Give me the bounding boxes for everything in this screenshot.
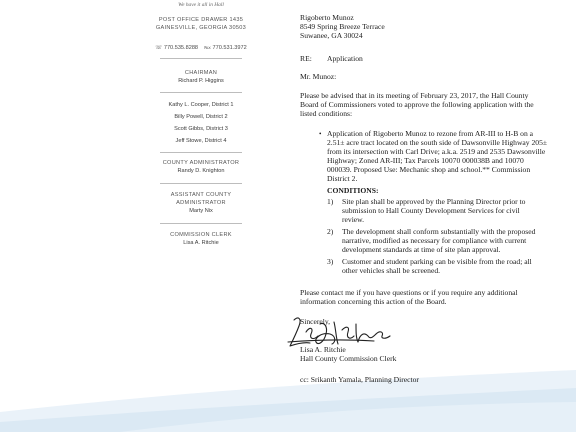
application-line: from its intersection with Carl Drive; a.k.a. 2519 and 2535 Dawsonville [327,147,546,156]
condition-line: Site plan shall be approved by the Planning Director prior to [342,197,526,206]
recipient-street: 8549 Spring Breeze Terrace [300,22,385,31]
intro-line: Please be advised that in its meeting of February 23, 2017, the Hall County [300,91,529,100]
district-1: Kathy L. Cooper, District 1 [168,102,234,108]
application-line: Application of Rigoberto Munoz to rezone from AR-III to H-B on a [327,129,534,138]
application-line: 000039. Proposed Use: Mechanic shop and school.** Commission [327,165,531,174]
signer-title: Hall County Commission Clerk [300,354,397,363]
district-4: Jeff Stowe, District 4 [175,138,227,144]
chairman-title: CHAIRMAN [184,70,218,76]
address-line-1: POST OFFICE DRAWER 1435 [158,17,244,23]
condition-number: 1) [327,197,334,206]
phone-number: 770.535.8288 [163,45,199,51]
conditions-heading: CONDITIONS: [327,186,379,195]
condition-line: Customer and student parking can be visible from the road; all [342,257,532,266]
contact-line [138,45,264,52]
recipient-name: Rigoberto Munoz [300,13,354,22]
decorative-wave [0,342,576,432]
admin-name: Randy D. Knighton [177,168,225,174]
assistant-title-1: ASSISTANT COUNTY [170,192,232,198]
tagline: We have it all in Hall [178,2,224,8]
re-label: RE: [300,54,312,63]
application-line: 2.51± acre tract located on the south side of Dawsonville Highway 205± [327,138,548,147]
address-line-2: GAINESVILLE, GEORGIA 30503 [155,25,247,31]
admin-title: COUNTY ADMINISTRATOR [162,160,240,166]
application-line: Highway; Zoned AR-III; Tax Parcels 10070 000038B and 10070 [327,156,524,165]
intro-line: Board of Commissioners voted to approve the following application with the [300,100,534,109]
application-line: District 2. [327,174,358,183]
salutation: Mr. Munoz: [300,72,337,81]
intro-line: listed conditions: [300,109,353,118]
divider [160,92,242,93]
district-2: Billy Powell, District 2 [174,114,228,120]
closing-line: Please contact me if you have questions or if you require any additional [300,288,518,297]
signer-name: Lisa A. Ritchie [300,345,346,354]
phone-icon: ☏ [155,45,164,51]
recipient-city: Suwanee, GA 30024 [300,31,363,40]
condition-line: submission to Hall County Development Services for civil [342,206,520,215]
bullet-icon: • [319,130,322,138]
sign-off: Sincerely, [300,317,331,326]
cc-line: cc: Srikanth Yamala, Planning Director [300,375,419,384]
condition-number: 3) [327,257,334,266]
condition-line: development standards at time of site plan approval. [342,245,501,254]
clerk-name: Lisa A. Ritchie [183,240,219,246]
clerk-title: COMMISSION CLERK [170,232,232,238]
assistant-name: Marty Nix [189,208,213,214]
re-subject: Application [327,54,363,63]
assistant-title-2: ADMINISTRATOR [176,200,226,206]
chairman-name: Richard P. Higgins [178,78,224,84]
divider [160,152,242,153]
divider [160,183,242,184]
closing-line: information concerning this action of the Board. [300,297,447,306]
district-3: Scott Gibbs, District 3 [174,126,228,132]
handwritten-signature [284,312,394,352]
condition-line: narrative, modified as necessary for compliance with current [342,236,527,245]
fax-number: 770.531.3972 [212,45,247,51]
condition-line: other vehicles shall be screened. [342,266,441,275]
divider [160,223,242,224]
condition-number: 2) [327,227,334,236]
divider [160,58,242,59]
condition-line: review. [342,215,365,224]
condition-line: The development shall conform substantially with the proposed [342,227,536,236]
fax-icon: ℻ [204,45,213,51]
